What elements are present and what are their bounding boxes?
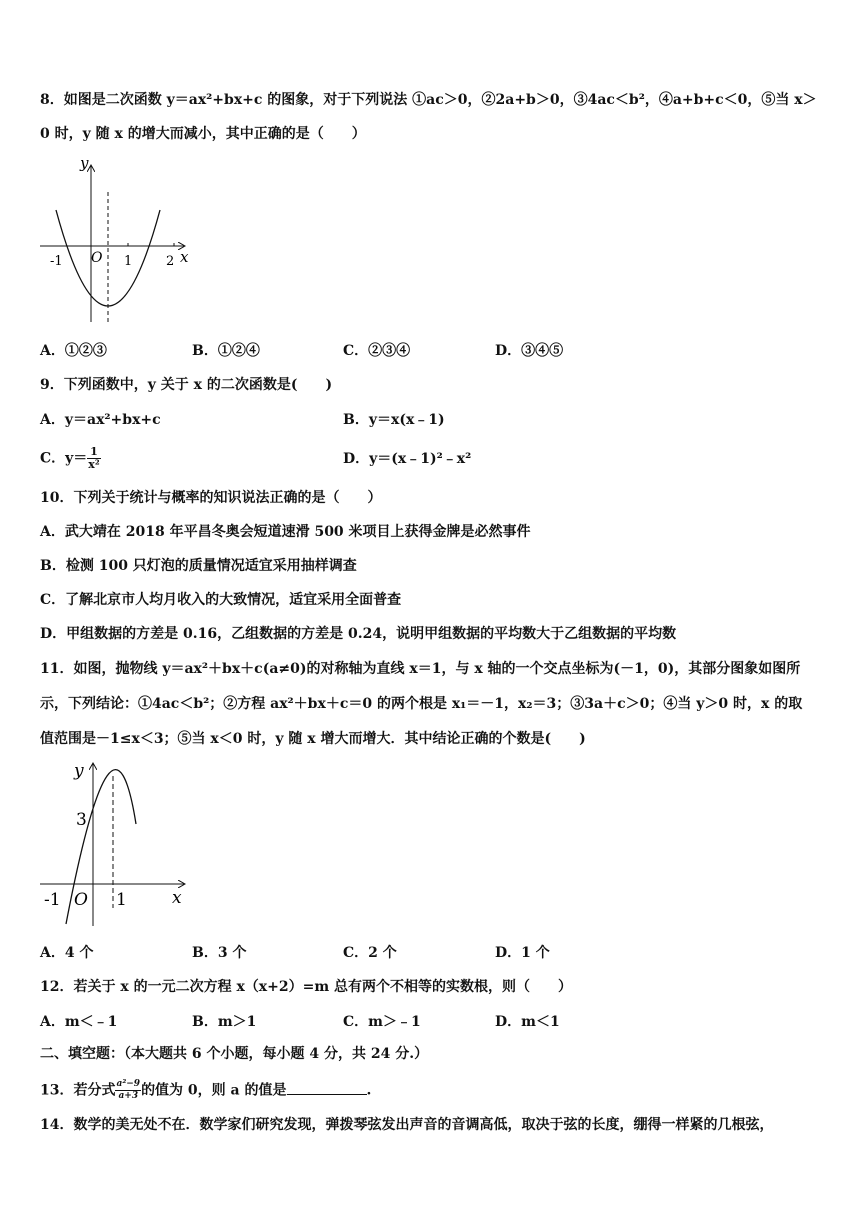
q11-stem-line2: 示，下列结论：①4ac＜b²；②方程 ax²＋bx＋c＝0 的两个根是 x₁＝－1，x₂＝3；③3a＋c＞0；④当 y＞0 时，x 的取 [40, 696, 803, 712]
q9-option-c-prefix: C．y＝ [40, 450, 88, 467]
q11-y-label: y [74, 761, 84, 781]
q12-stem: 12．若关于 x 的一元二次方程 x（x+2）=m 总有两个不相等的实数根，则（ ） [40, 979, 573, 995]
q9-option-c-fraction: $\frac{1}{\text{x²}}$ [88, 445, 100, 471]
q13-stem [40, 1079, 371, 1102]
q10-option-b[interactable]: B．检测 100 只灯泡的质量情况适宜采用抽样调查 [40, 558, 357, 574]
section-fill-in-title: 二、填空题：（本大题共 6 个小题，每小题 4 分，共 24 分.） [40, 1046, 429, 1062]
q8-option-c[interactable]: C．②③④ [343, 343, 411, 359]
q14-stem-line1: 14．数学的美无处不在．数学家们研究发现，弹拨琴弦发出声音的音调高低，取决于弦的长度，绷得一样紧的几根弦， [40, 1117, 774, 1133]
q10-stem: 10．下列关于统计与概率的知识说法正确的是（ ） [40, 490, 382, 506]
q9-option-b[interactable]: B．y＝x(x﹣1) [343, 412, 445, 428]
q11-tick-3: 3 [76, 810, 87, 830]
q13-prefix: 13．若分式 [40, 1082, 116, 1099]
q11-stem-line1: 11．如图，抛物线 y＝ax²＋bx＋c(a≠0)的对称轴为直线 x＝1，与 x 轴的一个交点坐标为(－1，0)，其部分图象如图所 [40, 661, 801, 677]
q11-x-label: x [172, 888, 182, 908]
q10-option-c[interactable]: C．了解北京市人均月收入的大致情况，适宜采用全面普查 [40, 592, 402, 608]
q11-tick-1: 1 [116, 890, 127, 910]
q8-tick-2: 2 [166, 254, 175, 269]
q11-stem-line3: 值范围是－1≤x＜3；⑤当 x＜0 时，y 随 x 增大而增大．其中结论正确的个数是( ) [40, 731, 586, 747]
q9-option-d[interactable]: D．y＝(x﹣1)²﹣x² [343, 451, 472, 467]
q9-option-a[interactable]: A．y＝ax²+bx+c [40, 412, 161, 428]
q10-option-d[interactable]: D．甲组数据的方差是 0.16，乙组数据的方差是 0.24，说明甲组数据的平均数大于乙组数据的平均数 [40, 626, 677, 642]
q8-parabola-graph [36, 152, 196, 330]
q13-fraction: $\frac{\text{a²−9}}{a+3}$ [116, 1079, 141, 1101]
q8-stem-line1: 8．如图是二次函数 y＝ax²+bx+c 的图象，对于下列说法 ①ac＞0，②2a+b＞0，③4ac＜b²，④a+b+c＜0，⑤当 x＞ [40, 92, 817, 108]
q8-x-label: x [180, 248, 189, 266]
q12-option-d[interactable]: D．m＜1 [495, 1014, 560, 1030]
q12-option-a[interactable]: A．m＜﹣1 [40, 1014, 118, 1030]
q11-option-d[interactable]: D．1 个 [495, 945, 550, 961]
q11-origin-label: O [74, 890, 88, 910]
q8-y-label: y [80, 154, 89, 172]
q12-option-b[interactable]: B．m＞1 [192, 1014, 257, 1030]
q8-origin-label: O [91, 250, 103, 266]
q9-stem: 9．下列函数中，y 关于 x 的二次函数是( ) [40, 377, 333, 393]
q8-option-d[interactable]: D．③④⑤ [495, 343, 564, 359]
q8-tick-minus1: -1 [50, 254, 63, 269]
q8-option-a[interactable]: A．①②③ [40, 343, 107, 359]
q8-stem-line2: 0 时，y 随 x 的增大而减小，其中正确的是（ ） [40, 126, 366, 142]
q11-tick-minus1: -1 [44, 890, 61, 910]
q12-option-c[interactable]: C．m＞﹣1 [343, 1014, 421, 1030]
q13-answer-blank[interactable] [287, 1080, 367, 1095]
q11-option-a[interactable]: A．4 个 [40, 945, 94, 961]
q11-option-c[interactable]: C．2 个 [343, 945, 397, 961]
q11-option-b[interactable]: B．3 个 [192, 945, 247, 961]
q13-end: . [366, 1082, 372, 1099]
q10-option-a[interactable]: A．武大靖在 2018 年平昌冬奥会短道速滑 500 米项目上获得金牌是必然事件 [40, 524, 531, 540]
q8-option-b[interactable]: B．①②④ [192, 343, 260, 359]
q13-suffix: 的值为 0，则 a 的值是 [141, 1082, 287, 1099]
q9-option-c[interactable] [40, 446, 101, 471]
q8-tick-1: 1 [124, 254, 133, 269]
q11-parabola-graph [36, 758, 196, 930]
